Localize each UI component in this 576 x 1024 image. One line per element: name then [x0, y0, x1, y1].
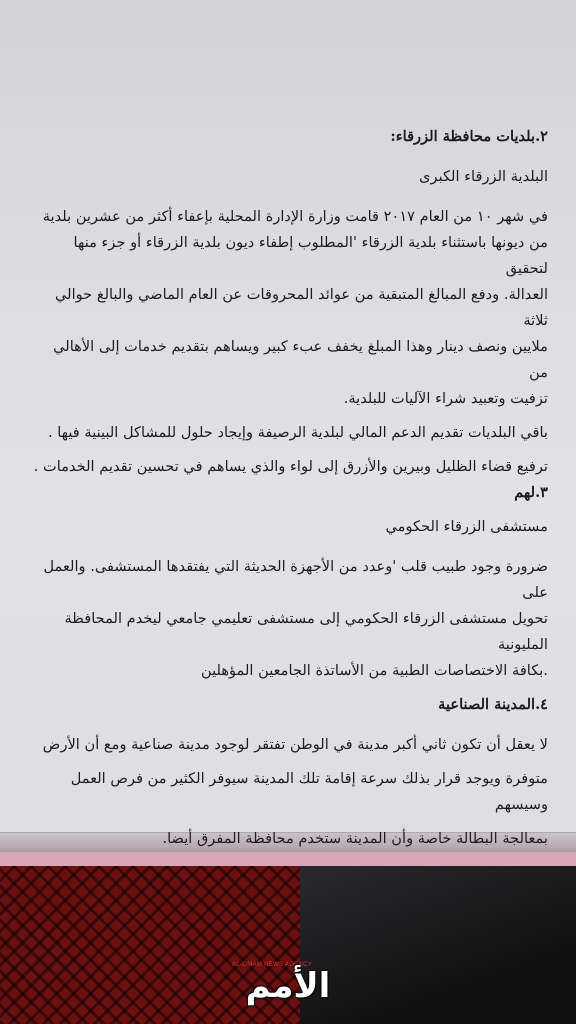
- paragraph-line: تزفيت وتعبيد شراء الآليات للبلدية.: [343, 390, 548, 407]
- watermark-logo: [224, 956, 352, 1008]
- subheading-zarqa-hospital: مستشفى الزرقاء الحكومي: [385, 518, 548, 535]
- paragraph-line: ضرورة وجود طبيب قلب 'وعدد من الأجهزة الحديثة التي يفتقدها المستشفى. والعمل على: [43, 558, 548, 601]
- watermark-small-text: AL-OMAM NEWS AGENCY: [232, 962, 313, 968]
- paragraph-line: بمعالجة البطالة خاصة وأن المدينة ستخدم محافظة المفرق أيضا.: [162, 830, 548, 847]
- paragraph-line: باقي البلديات تقديم الدعم المالي لبلدية الرصيفة وإيجاد حلول للمشاكل البينية فيها .: [47, 424, 548, 441]
- section-heading-industrial-city: ٤.المدينة الصناعية: [438, 696, 548, 713]
- paragraph-line: .بكافة الاختصاصات الطبية من الأساتذة الجامعين المؤهلين: [200, 662, 548, 679]
- paragraph-line: من ديونها باستثناء بلدية الزرقاء 'المطلوب إطفاء ديون بلدية الزرقاء أو جزء منها لتحقيق: [73, 234, 548, 277]
- section-heading-health: ٣.لهم: [514, 484, 548, 501]
- paragraph-line: في شهر ١٠ من العام ٢٠١٧ قامت وزارة الإدارة المحلية بإعفاء أكثر من عشرين بلدية: [42, 208, 548, 225]
- paragraph-line: ملايين ونصف دينار وهذا المبلغ يخفف عبء كبير ويساهم بتقديم خدمات إلى الأهالي من: [53, 338, 548, 381]
- subheading-zarqa-municipality: البلدية الزرقاء الكبرى: [419, 168, 548, 185]
- paragraph-line: تحويل مستشفى الزرقاء الحكومي إلى مستشفى تعليمي جامعي ليخدم المحافظة المليونية: [64, 610, 548, 653]
- paragraph-line: متوفرة ويوجد قرار بذلك سرعة إقامة تلك المدينة سيوفر الكثير من فرص العمل وسيسهم: [70, 770, 548, 813]
- paragraph-line: ترفيع قضاء الظليل وبيرين والأزرق إلى لواء والذي يساهم في تحسين تقديم الخدمات .: [33, 458, 548, 475]
- paragraph-line: لا يعقل أن تكون ثاني أكبر مدينة في الوطن تفتقر لوجود مدينة صناعية ومع أن الأرض: [42, 736, 548, 753]
- document-text: [30, 124, 548, 852]
- paragraph-line: العدالة. ودفع المبالغ المتبقية من عوائد المحروقات عن العام الماضي والبالغ حوالي ثلاثة: [54, 286, 548, 329]
- section-heading-municipalities: ٢.بلديات محافظة الزرقاء:: [390, 128, 548, 145]
- watermark-main-text: الأمم: [245, 966, 331, 1006]
